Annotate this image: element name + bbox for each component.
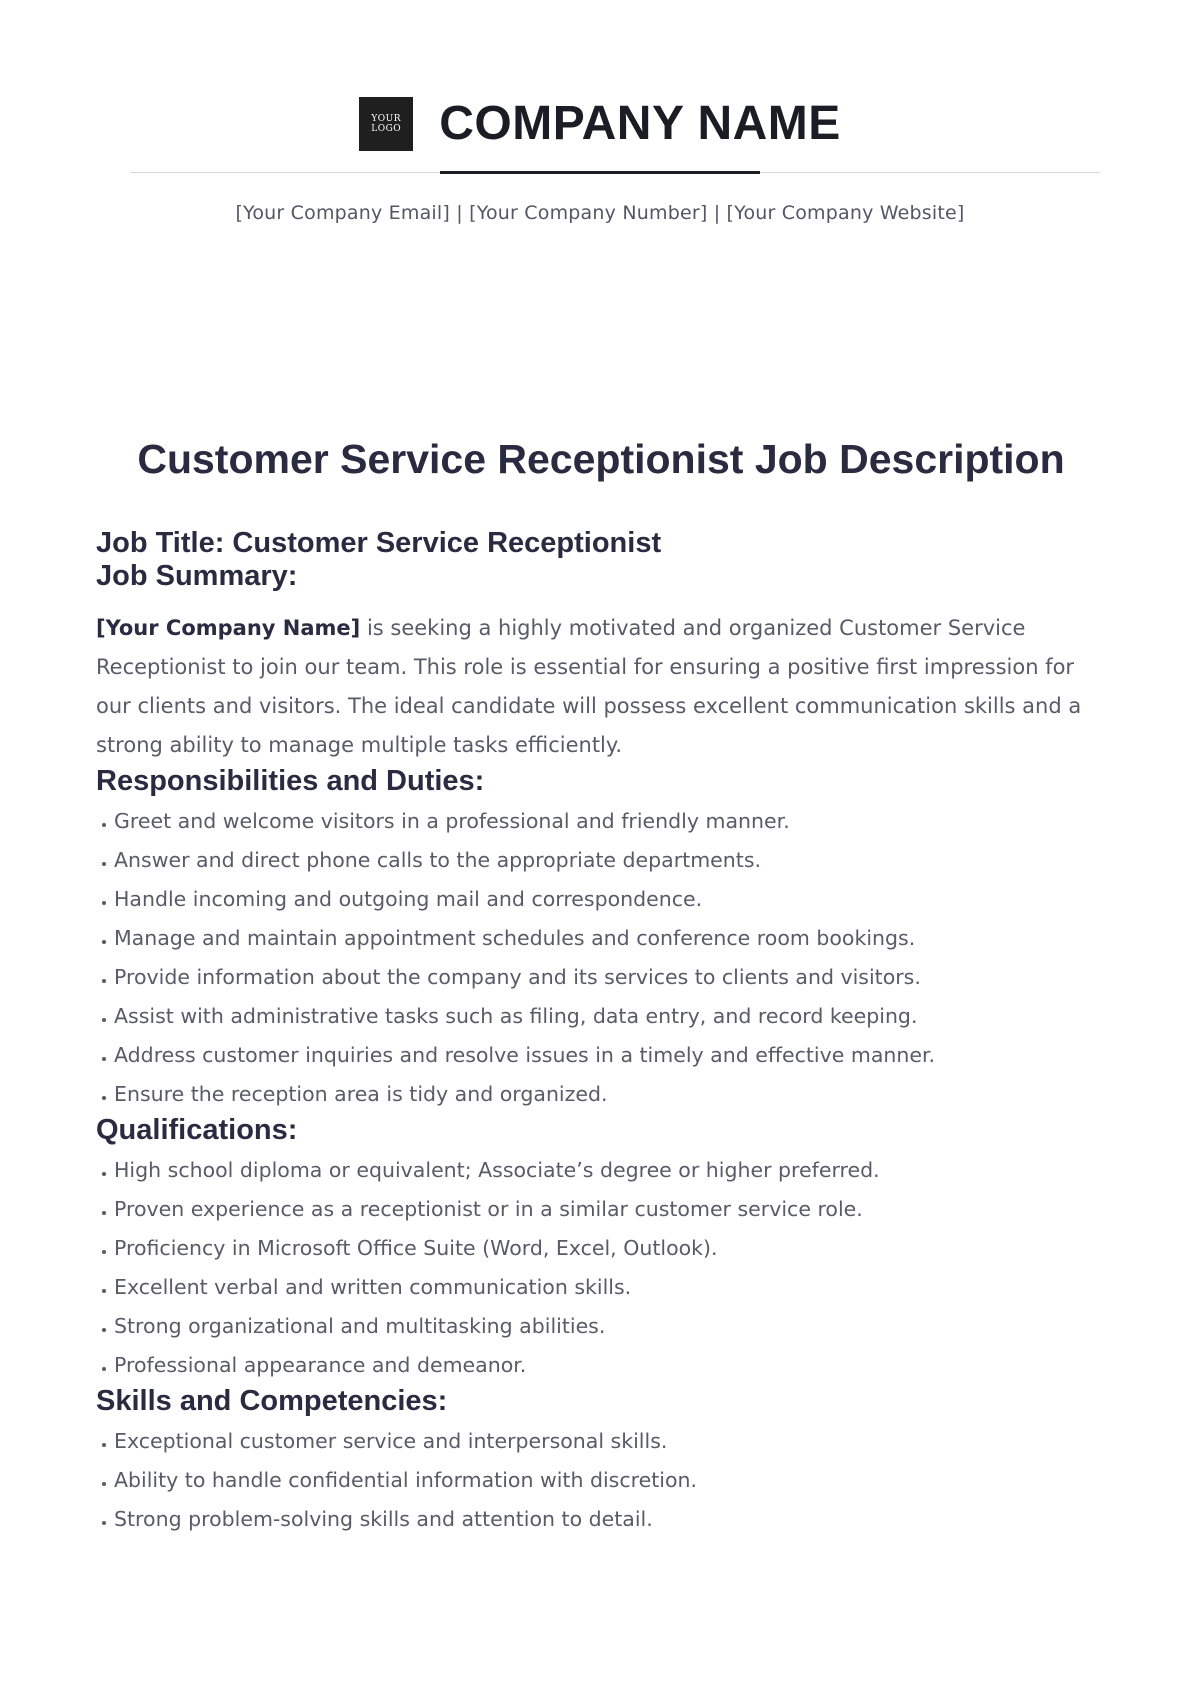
list-item: Answer and direct phone calls to the appropriate departments.	[96, 841, 1106, 880]
section-heading-responsibilities: Responsibilities and Duties:	[96, 765, 485, 797]
company-logo	[359, 97, 413, 151]
header-divider-accent	[440, 171, 760, 174]
section-heading-qualifications: Qualifications:	[96, 1114, 298, 1146]
list-item: Professional appearance and demeanor.	[96, 1346, 1106, 1385]
logo-text-line1: YOUR	[371, 113, 402, 124]
list-item: Handle incoming and outgoing mail and correspondence.	[96, 880, 1106, 919]
document-body	[96, 436, 1106, 1539]
list-item: Proficiency in Microsoft Office Suite (Word, Excel, Outlook).	[96, 1229, 1106, 1268]
job-title: Job Title: Customer Service Receptionist	[96, 527, 662, 559]
list-item: Exceptional customer service and interpersonal skills.	[96, 1422, 1106, 1461]
list-item: Proven experience as a receptionist or in a similar customer service role.	[96, 1190, 1106, 1229]
list-item: Strong organizational and multitasking abilities.	[96, 1307, 1106, 1346]
responsibilities-list	[96, 802, 1106, 1114]
job-summary-text: is seeking a highly motivated and organized Customer Service Receptionist to join our team. This role is essential for ensuring a positive first impression for our clients and visitors. The ideal candidate will possess excellent communication skills and a strong ability to manage multiple tasks efficiently.	[96, 616, 1082, 757]
list-item: Greet and welcome visitors in a professional and friendly manner.	[96, 802, 1106, 841]
document-title: Customer Service Receptionist Job Description	[137, 436, 1065, 482]
list-item: Ability to handle confidential information with discretion.	[96, 1461, 1106, 1500]
document-header	[0, 0, 1200, 240]
section-heading-skills: Skills and Competencies:	[96, 1385, 448, 1417]
list-item: Provide information about the company and its services to clients and visitors.	[96, 958, 1106, 997]
skills-list	[96, 1422, 1106, 1539]
company-contact-line: [Your Company Email] | [Your Company Number] | [Your Company Website]	[235, 202, 965, 224]
job-summary-paragraph	[96, 609, 1106, 765]
list-item: High school diploma or equivalent; Associate’s degree or higher preferred.	[96, 1151, 1106, 1190]
list-item: Strong problem-solving skills and attention to detail.	[96, 1500, 1106, 1539]
list-item: Manage and maintain appointment schedules and conference room bookings.	[96, 919, 1106, 958]
section-heading-job-summary: Job Summary:	[96, 560, 298, 592]
company-name: COMPANY NAME	[439, 97, 841, 150]
list-item: Assist with administrative tasks such as filing, data entry, and record keeping.	[96, 997, 1106, 1036]
brand	[0, 96, 1200, 151]
company-name-placeholder: [Your Company Name]	[96, 616, 361, 640]
list-item: Excellent verbal and written communication skills.	[96, 1268, 1106, 1307]
qualifications-list	[96, 1151, 1106, 1385]
logo-text-line2: LOGO	[371, 123, 402, 134]
list-item: Ensure the reception area is tidy and organized.	[96, 1075, 1106, 1114]
list-item: Address customer inquiries and resolve issues in a timely and effective manner.	[96, 1036, 1106, 1075]
